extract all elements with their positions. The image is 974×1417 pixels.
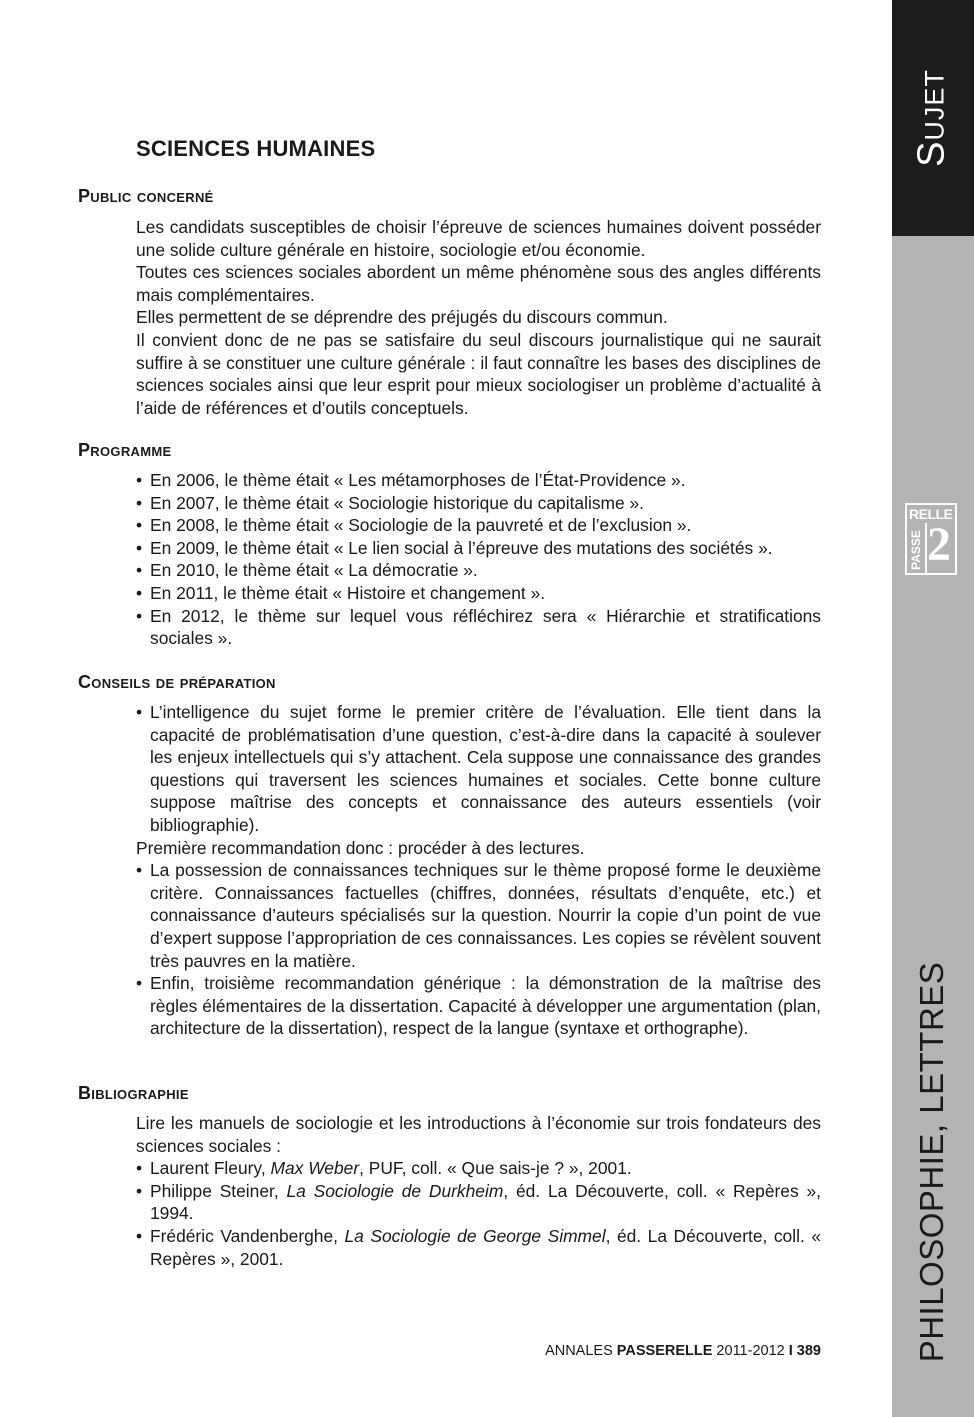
passerelle-logo bbox=[905, 503, 957, 575]
book-details: , éd. La Découverte, coll. « Repères », 2001. bbox=[150, 1225, 822, 1269]
page-footer bbox=[545, 1343, 821, 1359]
public-text bbox=[136, 216, 821, 419]
list-item: • En 2012, le thème sur lequel vous réfléchirez sera « Hiérarchie et stratifications sociales ». bbox=[136, 605, 821, 650]
footer-years: 2011-2012 bbox=[712, 1343, 789, 1359]
sidebar-section-label: PHILOSOPHIE, LETTRES bbox=[913, 961, 950, 1363]
list-item: • L’intelligence du sujet forme le premier critère de l’évaluation. Elle tient dans la capacité de problématisation d’une question, c’est-à-dire dans la capacité à soulever les enjeux intellectuels qui s’y attachent. Cela suppose une connaissance des grandes questions qui traversent les sciences humaines et sociales. Cette bonne culture suppose maîtrise des concepts et connaissance des auteurs essentiels (voir bibliographie). bbox=[136, 701, 821, 837]
heading-bibliographie: Bibliographie bbox=[78, 1083, 189, 1103]
book-details: , éd. La Découverte, coll. « Repères », 1994. bbox=[150, 1180, 822, 1224]
logo-text-side: PASSE bbox=[909, 530, 923, 570]
paragraph: Première recommandation donc : procéder à des lectures. bbox=[136, 837, 585, 858]
paragraph: Les candidats susceptibles de choisir l’épreuve de sciences humaines doivent posséder une solide culture générale en histoire, sociologie et/ou économie. bbox=[136, 217, 821, 260]
paragraph: Il convient donc de ne pas se satisfaire du seul discours journalistique qui ne saurait suffire à se constituer une culture générale : il faut connaître les bases des disciplines de sciences sociales ainsi que leur esprit pour mieux sociologiser un problème d’actualité à l’aide de références et d’outils conceptuels. bbox=[136, 329, 821, 418]
heading-public: Public concerné bbox=[78, 186, 214, 206]
footer-prefix: ANNALES bbox=[545, 1343, 617, 1359]
list-item: • En 2008, le thème était « Sociologie de la pauvreté et de l’exclusion ». bbox=[136, 514, 821, 537]
list-item: • La possession de connaissances techniques sur le thème proposé forme le deuxième critère. Connaissances factuelles (chiffres, données, résultats d’enquête, etc.) et connaissance d’auteurs spécialisés sur la question. Nourrir la copie d’un point de vue d’expert suppose l’appropriation de ces connaissances. Les copies se révèlent souvent très pauvres en la matière. bbox=[136, 859, 821, 972]
list-item bbox=[136, 1225, 821, 1270]
list-item: • Enfin, troisième recommandation générique : la démonstration de la maîtrise des règles élémentaires de la dissertation. Capacité à développer une argumentation (plan, architecture de la dissertation), respect de la langue (syntaxe et orthographe). bbox=[136, 972, 821, 1040]
paragraph: Lire les manuels de sociologie et les introductions à l’économie sur trois fondateurs des sciences sociales : bbox=[136, 1113, 821, 1156]
list-item: • En 2007, le thème était « Sociologie historique du capitalisme ». bbox=[136, 492, 821, 515]
heading-programme: Programme bbox=[78, 440, 172, 460]
sidebar-tab-label: Sujet bbox=[910, 69, 953, 167]
book-author: Frédéric Vandenberghe, bbox=[150, 1225, 345, 1246]
book-author: Laurent Fleury, bbox=[150, 1158, 271, 1179]
logo-number: 2 bbox=[927, 518, 951, 571]
page-title: SCIENCES HUMAINES bbox=[136, 136, 376, 161]
book-title: La Sociologie de George Simmel bbox=[344, 1225, 606, 1246]
logo-text-top: RELLE bbox=[909, 506, 953, 522]
list-item: • En 2009, le thème était « Le lien social à l’épreuve des mutations des sociétés ». bbox=[136, 537, 821, 560]
paragraph: Elles permettent de se déprendre des préjugés du discours commun. bbox=[136, 307, 668, 328]
book-title: La Sociologie de Durkheim bbox=[286, 1180, 504, 1201]
heading-conseils: Conseils de préparation bbox=[78, 672, 276, 692]
footer-separator: I bbox=[788, 1343, 793, 1359]
bibliographie-text bbox=[136, 1112, 821, 1270]
conseils-text bbox=[136, 701, 821, 1040]
page-number: 389 bbox=[792, 1343, 821, 1359]
programme-list bbox=[136, 469, 821, 650]
list-item: • En 2011, le thème était « Histoire et changement ». bbox=[136, 582, 821, 605]
footer-brand: PASSERELLE bbox=[616, 1343, 713, 1359]
paragraph: Toutes ces sciences sociales abordent un même phénomène sous des angles différents mais complémentaires. bbox=[136, 262, 821, 305]
list-item bbox=[136, 1157, 821, 1180]
book-details: , PUF, coll. « Que sais-je ? », 2001. bbox=[359, 1158, 632, 1179]
list-item bbox=[136, 1180, 821, 1225]
list-item: • En 2006, le thème était « Les métamorphoses de l’État-Providence ». bbox=[136, 469, 821, 492]
list-item: • En 2010, le thème était « La démocratie ». bbox=[136, 559, 821, 582]
book-author: Philippe Steiner, bbox=[150, 1180, 287, 1201]
book-title: Max Weber bbox=[270, 1158, 360, 1179]
